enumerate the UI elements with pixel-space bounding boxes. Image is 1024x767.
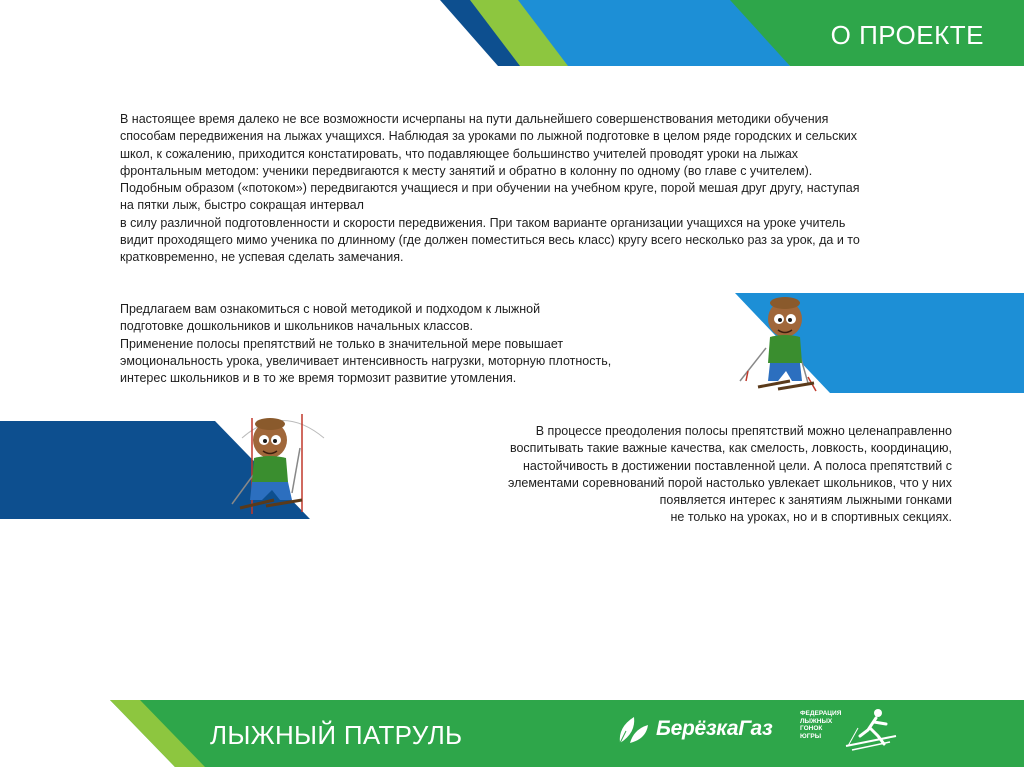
method-paragraph: Предлагаем вам ознакомиться с новой методикой и подходом к лыжной подготовке дошкольников и школьников начальных классов. Применение полосы препятствий не только в значительной мере повышает эмоциональность урока, увеличивает интенсивность нагрузки, моторную плотность, интерес школьников и в то же время тормозит развитие утомления. [120, 302, 612, 386]
benefits-paragraph: В процессе преодоления полосы препятствий можно целенаправленно воспитывать такие важные качества, как смелость, ловкость, координацию, настойчивость в достижении поставленной цели. А полоса препятствий с элементами соревнований порой настолько увлекает школьников, что у них появляется интерес к занятиям лыжными гонками не только на уроках, но и в спортивных секциях. [507, 424, 952, 525]
skier-child-illustration [738, 293, 828, 403]
skier-child-illustration-left [222, 408, 330, 518]
federation-logo-text: ФЕДЕРАЦИЯ ЛЫЖНЫХ ГОНОК ЮГРЫ [800, 710, 842, 740]
skier-logo-icon [838, 706, 898, 752]
footer-title: ЛЫЖНЫЙ ПАТРУЛЬ [210, 720, 463, 750]
page-title: О ПРОЕКТЕ [830, 20, 984, 50]
intro-paragraph: В настоящее время далеко не все возможности исчерпаны на пути дальнейшего совершенствования методики обучения способам передвижения на лыжах учащихся. Наблюдая за уроками по лыжной подготовке в целом ряде городских и сельских школ, к сожалению, приходится констатировать, что подавляющее большинство учителей проводят уроки на лыжах фронтальным методом: ученики передвигаются к месту занятий и обратно в колонну по одному (во главе с учителем). Подобным образом («потоком») передвигаются учащиеся и при обучении на учебном круге, порой мешая друг другу, наступая на пятки лыж, быстро сокращая интервал в силу различной подготовленности и скорости передвижения. При таком варианте организации учащихся на уроке учитель видит проходящего мимо ученика по длинному (где должен поместиться весь класс) кругу всего несколько раз за урок, да и то кратковременно, не успевая сделать замечания. [120, 112, 860, 265]
brand-logo-text: БерёзкаГаз [656, 717, 773, 740]
birch-leaf-logo-icon [614, 713, 650, 747]
